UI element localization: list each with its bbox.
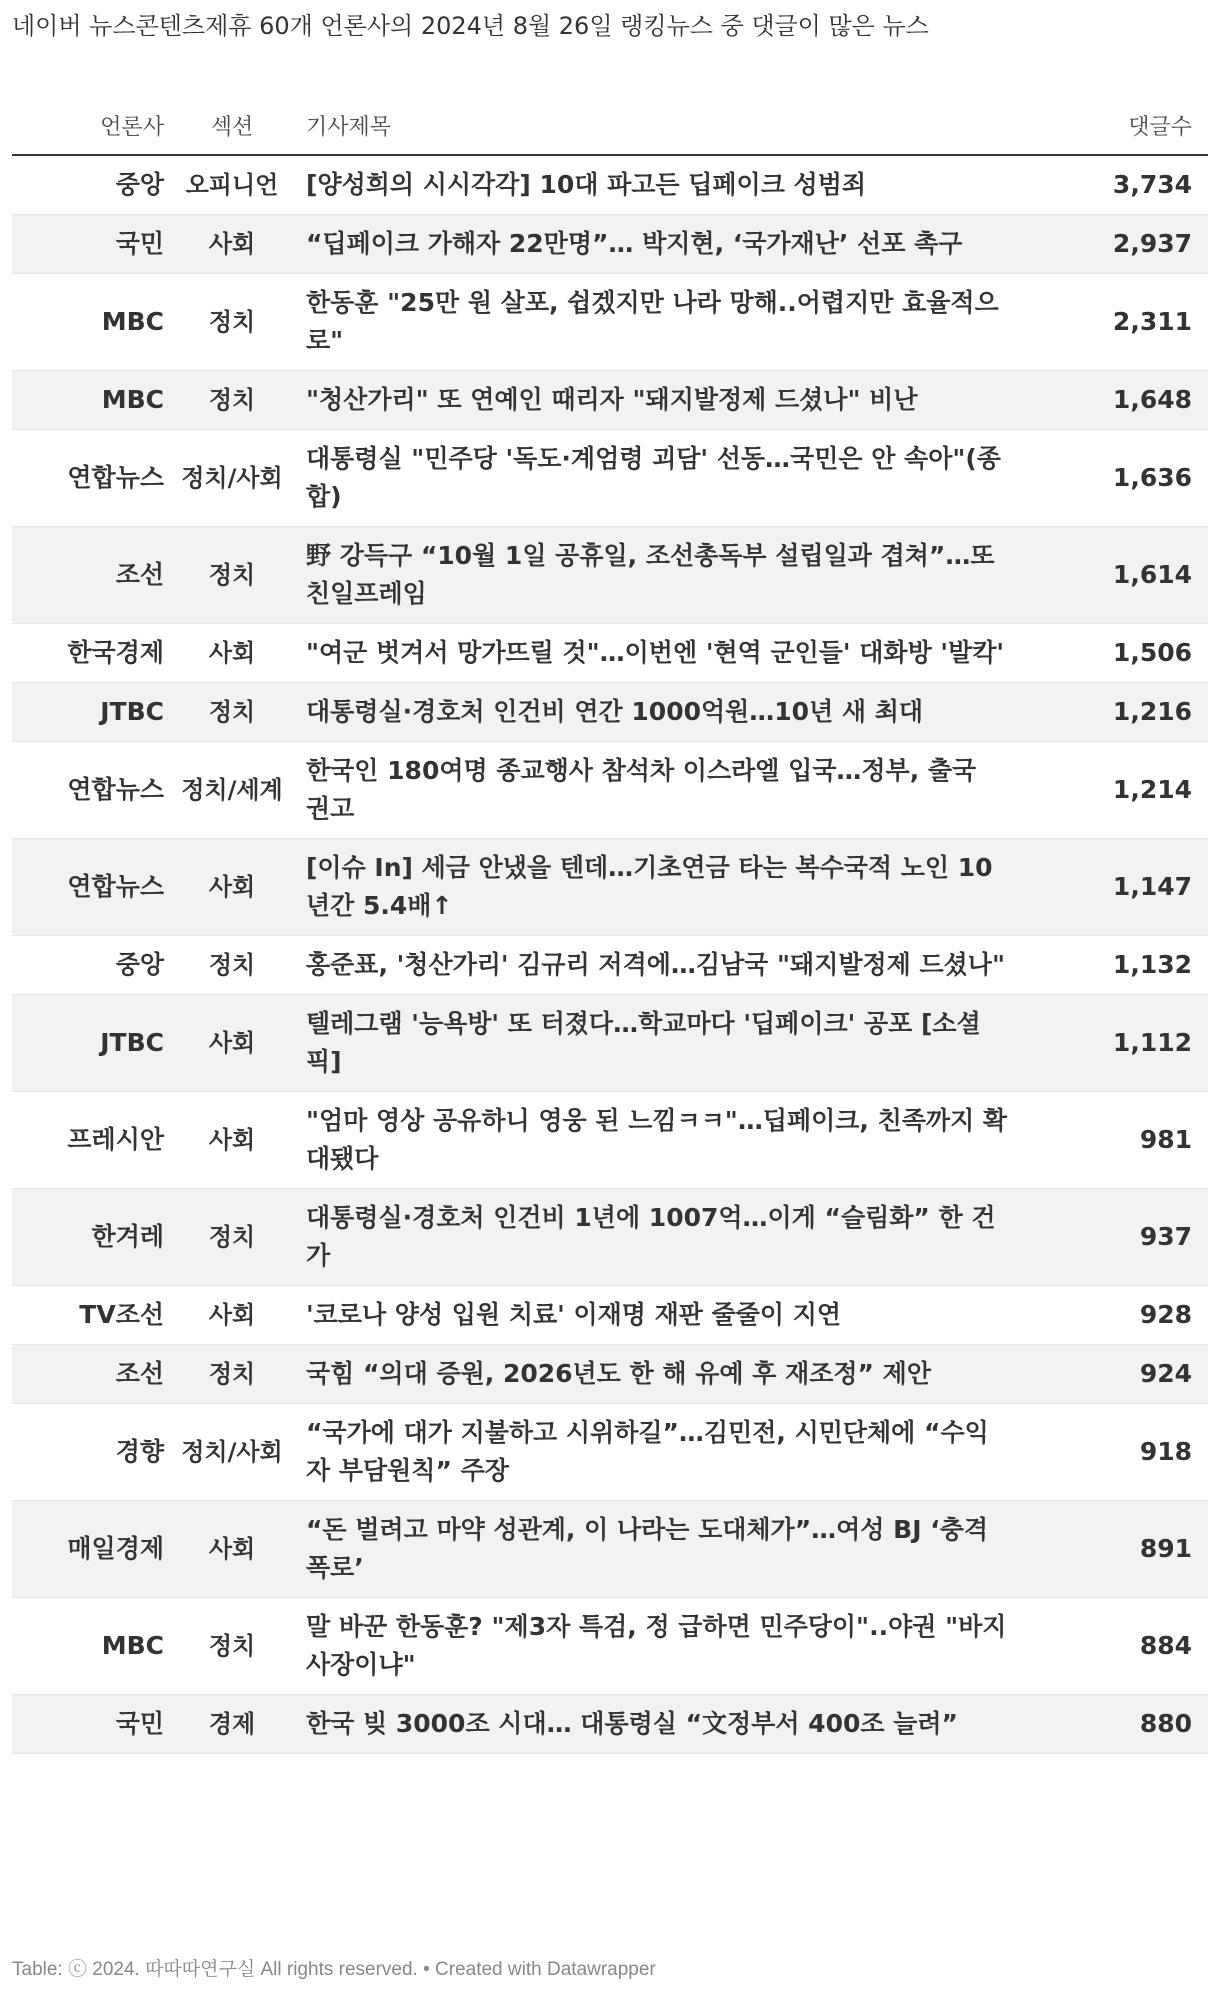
cell-section: 정치: [180, 1598, 284, 1695]
table-row: [12, 683, 1208, 742]
cell-title: 텔레그램 '능욕방' 또 터졌다…학교마다 '딥페이크' 공포 [소셜픽]: [284, 995, 1078, 1092]
cell-publisher: JTBC: [12, 995, 180, 1092]
cell-publisher: TV조선: [12, 1286, 180, 1345]
table-row: [12, 1189, 1208, 1286]
cell-section: 정치: [180, 371, 284, 430]
cell-title: 한국인 180여명 종교행사 참석차 이스라엘 입국…정부, 출국 권고: [284, 742, 1078, 839]
cell-comments: 1,216: [1078, 683, 1208, 742]
footer-credit: Table: ⓒ 2024. 따따따연구실 All rights reserved. • Created with Datawrapper: [12, 1959, 656, 1980]
cell-title: "청산가리" 또 연예인 때리자 "돼지발정제 드셨나" 비난: [284, 371, 1078, 430]
table-row: [12, 155, 1208, 215]
table-row: [12, 742, 1208, 839]
cell-publisher: 프레시안: [12, 1092, 180, 1189]
cell-title: "여군 벗겨서 망가뜨릴 것"…이번엔 '현역 군인들' 대화방 '발칵': [284, 624, 1078, 683]
cell-comments: 1,636: [1078, 430, 1208, 527]
cell-section: 정치: [180, 1189, 284, 1286]
cell-section: 사회: [180, 624, 284, 683]
column-header-title[interactable]: 기사제목: [284, 96, 1078, 155]
cell-title: 한동훈 "25만 원 살포, 쉽겠지만 나라 망해..어렵지만 효율적으로": [284, 274, 1078, 371]
cell-title: [양성희의 시시각각] 10대 파고든 딥페이크 성범죄: [284, 155, 1078, 215]
table-row: [12, 1286, 1208, 1345]
table-row: [12, 1501, 1208, 1598]
cell-comments: 880: [1078, 1695, 1208, 1754]
cell-title: “딥페이크 가해자 22만명”… 박지현, ‘국가재난’ 선포 촉구: [284, 215, 1078, 274]
table-body: [12, 155, 1208, 1754]
cell-title: 대통령실 "민주당 '독도·계엄령 괴담' 선동…국민은 안 속아"(종합): [284, 430, 1078, 527]
cell-title: 대통령실·경호처 인건비 1년에 1007억…이게 “슬림화” 한 건가: [284, 1189, 1078, 1286]
cell-section: 정치: [180, 527, 284, 624]
cell-section: 경제: [180, 1695, 284, 1754]
table-row: [12, 995, 1208, 1092]
cell-comments: 1,214: [1078, 742, 1208, 839]
table-row: [12, 839, 1208, 936]
cell-comments: 924: [1078, 1345, 1208, 1404]
table-row: [12, 1404, 1208, 1501]
cell-section: 정치: [180, 274, 284, 371]
cell-publisher: 연합뉴스: [12, 742, 180, 839]
cell-comments: 1,132: [1078, 936, 1208, 995]
cell-title: “돈 벌려고 마약 성관계, 이 나라는 도대체가”…여성 BJ ‘충격폭로’: [284, 1501, 1078, 1598]
cell-section: 사회: [180, 215, 284, 274]
cell-publisher: 국민: [12, 1695, 180, 1754]
table-row: [12, 1695, 1208, 1754]
table-row: [12, 274, 1208, 371]
header-row: [12, 96, 1208, 155]
cell-section: 사회: [180, 1501, 284, 1598]
table-row: [12, 1598, 1208, 1695]
cell-comments: 1,648: [1078, 371, 1208, 430]
cell-publisher: MBC: [12, 371, 180, 430]
table-row: [12, 624, 1208, 683]
cell-comments: 3,734: [1078, 155, 1208, 215]
table-row: [12, 430, 1208, 527]
cell-title: 국힘 “의대 증원, 2026년도 한 해 유예 후 재조정” 제안: [284, 1345, 1078, 1404]
news-comments-table: [12, 96, 1208, 1754]
cell-publisher: MBC: [12, 1598, 180, 1695]
cell-publisher: 연합뉴스: [12, 430, 180, 527]
cell-title: '코로나 양성 입원 치료' 이재명 재판 줄줄이 지연: [284, 1286, 1078, 1345]
table-row: [12, 936, 1208, 995]
column-header-section[interactable]: 섹션: [180, 96, 284, 155]
cell-section: 정치/사회: [180, 430, 284, 527]
cell-comments: 884: [1078, 1598, 1208, 1695]
cell-title: “국가에 대가 지불하고 시위하길”…김민전, 시민단체에 “수익자 부담원칙” 주장: [284, 1404, 1078, 1501]
cell-title: 한국 빚 3000조 시대… 대통령실 “文정부서 400조 늘려”: [284, 1695, 1078, 1754]
cell-publisher: 중앙: [12, 936, 180, 995]
cell-comments: 1,506: [1078, 624, 1208, 683]
table-header: [12, 96, 1208, 155]
cell-publisher: 조선: [12, 527, 180, 624]
cell-publisher: 매일경제: [12, 1501, 180, 1598]
cell-section: 사회: [180, 1286, 284, 1345]
table-row: [12, 215, 1208, 274]
cell-comments: 2,311: [1078, 274, 1208, 371]
cell-section: 사회: [180, 839, 284, 936]
column-header-comments[interactable]: 댓글수: [1078, 96, 1208, 155]
cell-comments: 1,147: [1078, 839, 1208, 936]
cell-title: 대통령실·경호처 인건비 연간 1000억원…10년 새 최대: [284, 683, 1078, 742]
cell-section: 사회: [180, 995, 284, 1092]
page-title: 네이버 뉴스콘텐츠제휴 60개 언론사의 2024년 8월 26일 랭킹뉴스 중 댓글이 많은 뉴스: [12, 12, 929, 40]
table-row: [12, 527, 1208, 624]
cell-comments: 1,112: [1078, 995, 1208, 1092]
cell-section: 오피니언: [180, 155, 284, 215]
cell-section: 정치: [180, 683, 284, 742]
cell-title: [이슈 In] 세금 안냈을 텐데…기초연금 타는 복수국적 노인 10년간 5.4배↑: [284, 839, 1078, 936]
cell-publisher: 연합뉴스: [12, 839, 180, 936]
cell-publisher: JTBC: [12, 683, 180, 742]
cell-publisher: 국민: [12, 215, 180, 274]
cell-title: 말 바꾼 한동훈? "제3자 특검, 정 급하면 민주당이"..야권 "바지 사장이냐": [284, 1598, 1078, 1695]
cell-section: 정치/세계: [180, 742, 284, 839]
cell-comments: 981: [1078, 1092, 1208, 1189]
cell-publisher: 중앙: [12, 155, 180, 215]
cell-comments: 937: [1078, 1189, 1208, 1286]
cell-title: "엄마 영상 공유하니 영웅 된 느낌ㅋㅋ"…딥페이크, 친족까지 확대됐다: [284, 1092, 1078, 1189]
cell-section: 정치/사회: [180, 1404, 284, 1501]
cell-publisher: MBC: [12, 274, 180, 371]
cell-comments: 928: [1078, 1286, 1208, 1345]
cell-title: 野 강득구 “10월 1일 공휴일, 조선총독부 설립일과 겹쳐”…또 친일프레임: [284, 527, 1078, 624]
cell-comments: 1,614: [1078, 527, 1208, 624]
cell-comments: 2,937: [1078, 215, 1208, 274]
cell-publisher: 한겨레: [12, 1189, 180, 1286]
cell-comments: 918: [1078, 1404, 1208, 1501]
cell-title: 홍준표, '청산가리' 김규리 저격에…김남국 "돼지발정제 드셨나": [284, 936, 1078, 995]
cell-section: 정치: [180, 936, 284, 995]
table-row: [12, 1345, 1208, 1404]
cell-publisher: 조선: [12, 1345, 180, 1404]
cell-publisher: 한국경제: [12, 624, 180, 683]
cell-section: 정치: [180, 1345, 284, 1404]
table-row: [12, 371, 1208, 430]
cell-publisher: 경향: [12, 1404, 180, 1501]
cell-section: 사회: [180, 1092, 284, 1189]
table-row: [12, 1092, 1208, 1189]
cell-comments: 891: [1078, 1501, 1208, 1598]
column-header-publisher[interactable]: 언론사: [12, 96, 180, 155]
